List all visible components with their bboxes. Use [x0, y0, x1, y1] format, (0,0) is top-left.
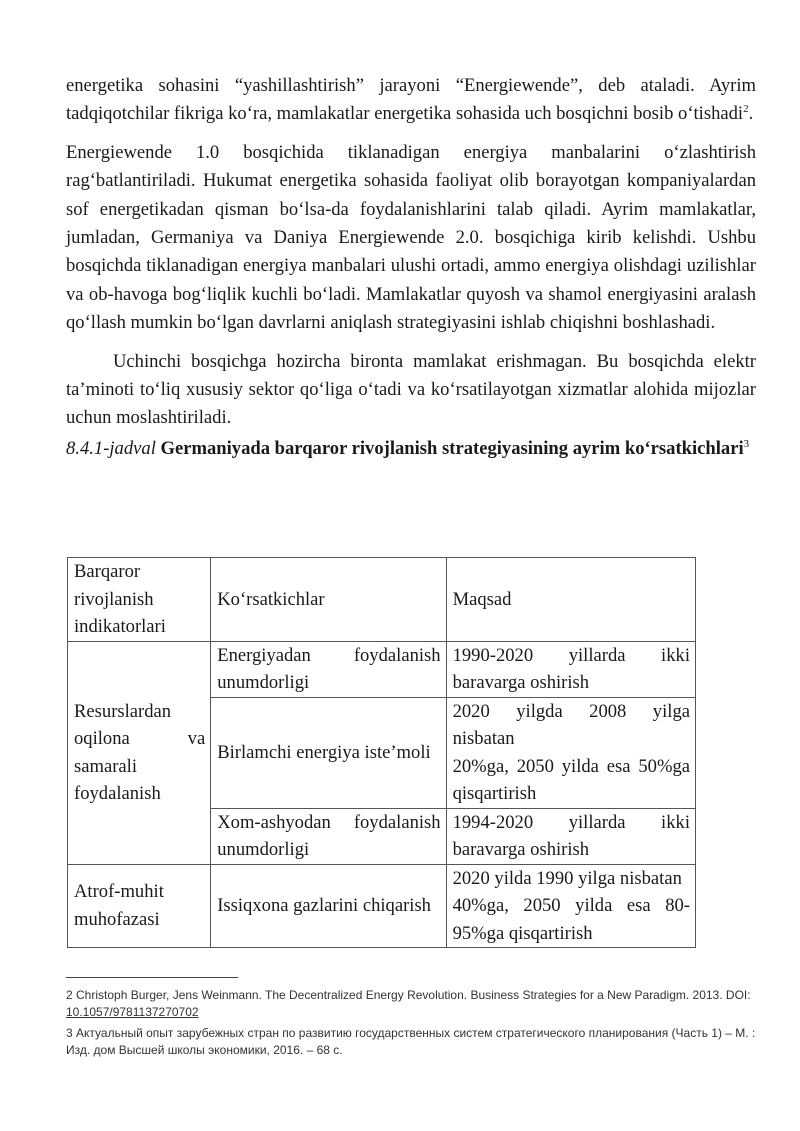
- footnote-2-text: 2 Christoph Burger, Jens Weinmann. The Decentralized Energy Revolution. Business Strategies for a New Paradigm. 2013. DOI:: [66, 988, 751, 1002]
- metric-energy-productivity: Energiyadan foydalanish unumdorligi: [211, 641, 446, 697]
- footnote-ref-2[interactable]: 2: [743, 103, 749, 116]
- table-row: [68, 864, 696, 948]
- goal-energy-productivity: 1990-2020 yillarda ikki baravarga oshirish: [446, 641, 695, 697]
- metric-primary-energy: Birlamchi energiya iste’moli: [211, 697, 446, 808]
- metric-raw-material-productivity: Xom-ashyodan foydalanish unumdorligi: [211, 808, 446, 864]
- table-title: Germaniyada barqaror rivojlanish strategiyasining ayrim ko‘rsatkichlari: [160, 437, 744, 459]
- indicator-resources: Resurslardan oqilona va samarali foydalanish: [68, 641, 211, 864]
- goal-greenhouse-gases-line2: 40%ga, 2050 yilda esa 80-95%ga qisqartirish: [452, 895, 690, 944]
- footnote-3: 3 Актуальный опыт зарубежных стран по развитию государственных систем стратегического планирования (Часть 1) – М. : Изд. дом Высшей школы экономики, 2016. – 68 с.: [66, 1026, 756, 1057]
- paragraph-1: [66, 72, 756, 129]
- indicators-table: [67, 557, 696, 948]
- table-row: [68, 641, 696, 697]
- indicator-environment: Atrof-muhit muhofazasi: [68, 864, 211, 948]
- table-number: 8.4.1-jadval: [66, 437, 156, 459]
- goal-raw-material-productivity: 1994-2020 yillarda ikki baravarga oshirish: [446, 808, 695, 864]
- goal-greenhouse-gases-line1: 2020 yilda 1990 yilga nisbatan: [452, 867, 682, 889]
- header-indicators: Barqaror rivojlanish indikatorlari: [68, 558, 211, 642]
- table-caption: [66, 435, 756, 462]
- header-metrics: Ko‘rsatkichlar: [211, 558, 446, 642]
- goal-primary-energy-line1: 2020 yilgda 2008 yilga nisbatan: [452, 700, 690, 749]
- goal-greenhouse-gases: [446, 864, 695, 948]
- footnote-ref-3[interactable]: 3: [743, 437, 750, 450]
- paragraph-2: Energiewende 1.0 bosqichida tiklanadigan energiya manbalarini o‘zlashtirish rag‘batlantiriladi. Hukumat energetika sohasida faoliyat olib borayotgan kompaniyalardan sof energetikadan qisman bo‘lsa-da foydalanishlarini talab qiladi. Ayrim mamlakatlar, jumladan, Germaniya va Daniya Energiewende 2.0. bosqichiga kirib kelishdi. Ushbu bosqichda tiklanadigan energiya manbalari ulushi ortadi, ammo energiya olishdagi uzilishlar va ob-havoga bog‘liqlik kuchli bo‘ladi. Mamlakatlar quyosh va shamol energiyasini aralash qo‘llash mumkin bo‘lgan davrlarni aniqlash strategiyasini ishlab chiqishni boshlashadi.: [66, 141, 756, 334]
- table-header-row: [68, 558, 696, 642]
- goal-primary-energy: [446, 697, 695, 808]
- metric-greenhouse-gases: Issiqxona gazlarini chiqarish: [211, 864, 446, 948]
- header-goal: Maqsad: [446, 558, 695, 642]
- goal-primary-energy-line2: 20%ga, 2050 yilda esa 50%ga qisqartirish: [452, 755, 690, 804]
- paragraph-3: Uchinchi bosqichga hozircha bironta mamlakat erishmagan. Bu bosqichda elektr ta’minoti to‘liq xususiy sektor qo‘liga o‘tadi va ko‘rsatilayotgan xizmatlar alohida mijozlar uchun moslashtiriladi.: [66, 350, 756, 429]
- footnote-2: [66, 987, 756, 1021]
- paragraph-1-text: energetika sohasini “yashillashtirish” jarayoni “Energiewende”, deb ataladi. Ayrim tadqiqotchilar fikriga ko‘ra, mamlakatlar energetika sohasida uch bosqichni bosib o‘tishadi: [66, 75, 756, 125]
- doi-link[interactable]: 10.1057/9781137270702: [66, 1005, 199, 1019]
- footnotes: [66, 987, 756, 1063]
- footnote-separator: [66, 977, 238, 978]
- document-body: [66, 72, 756, 462]
- paragraph-1-end: .: [748, 103, 754, 125]
